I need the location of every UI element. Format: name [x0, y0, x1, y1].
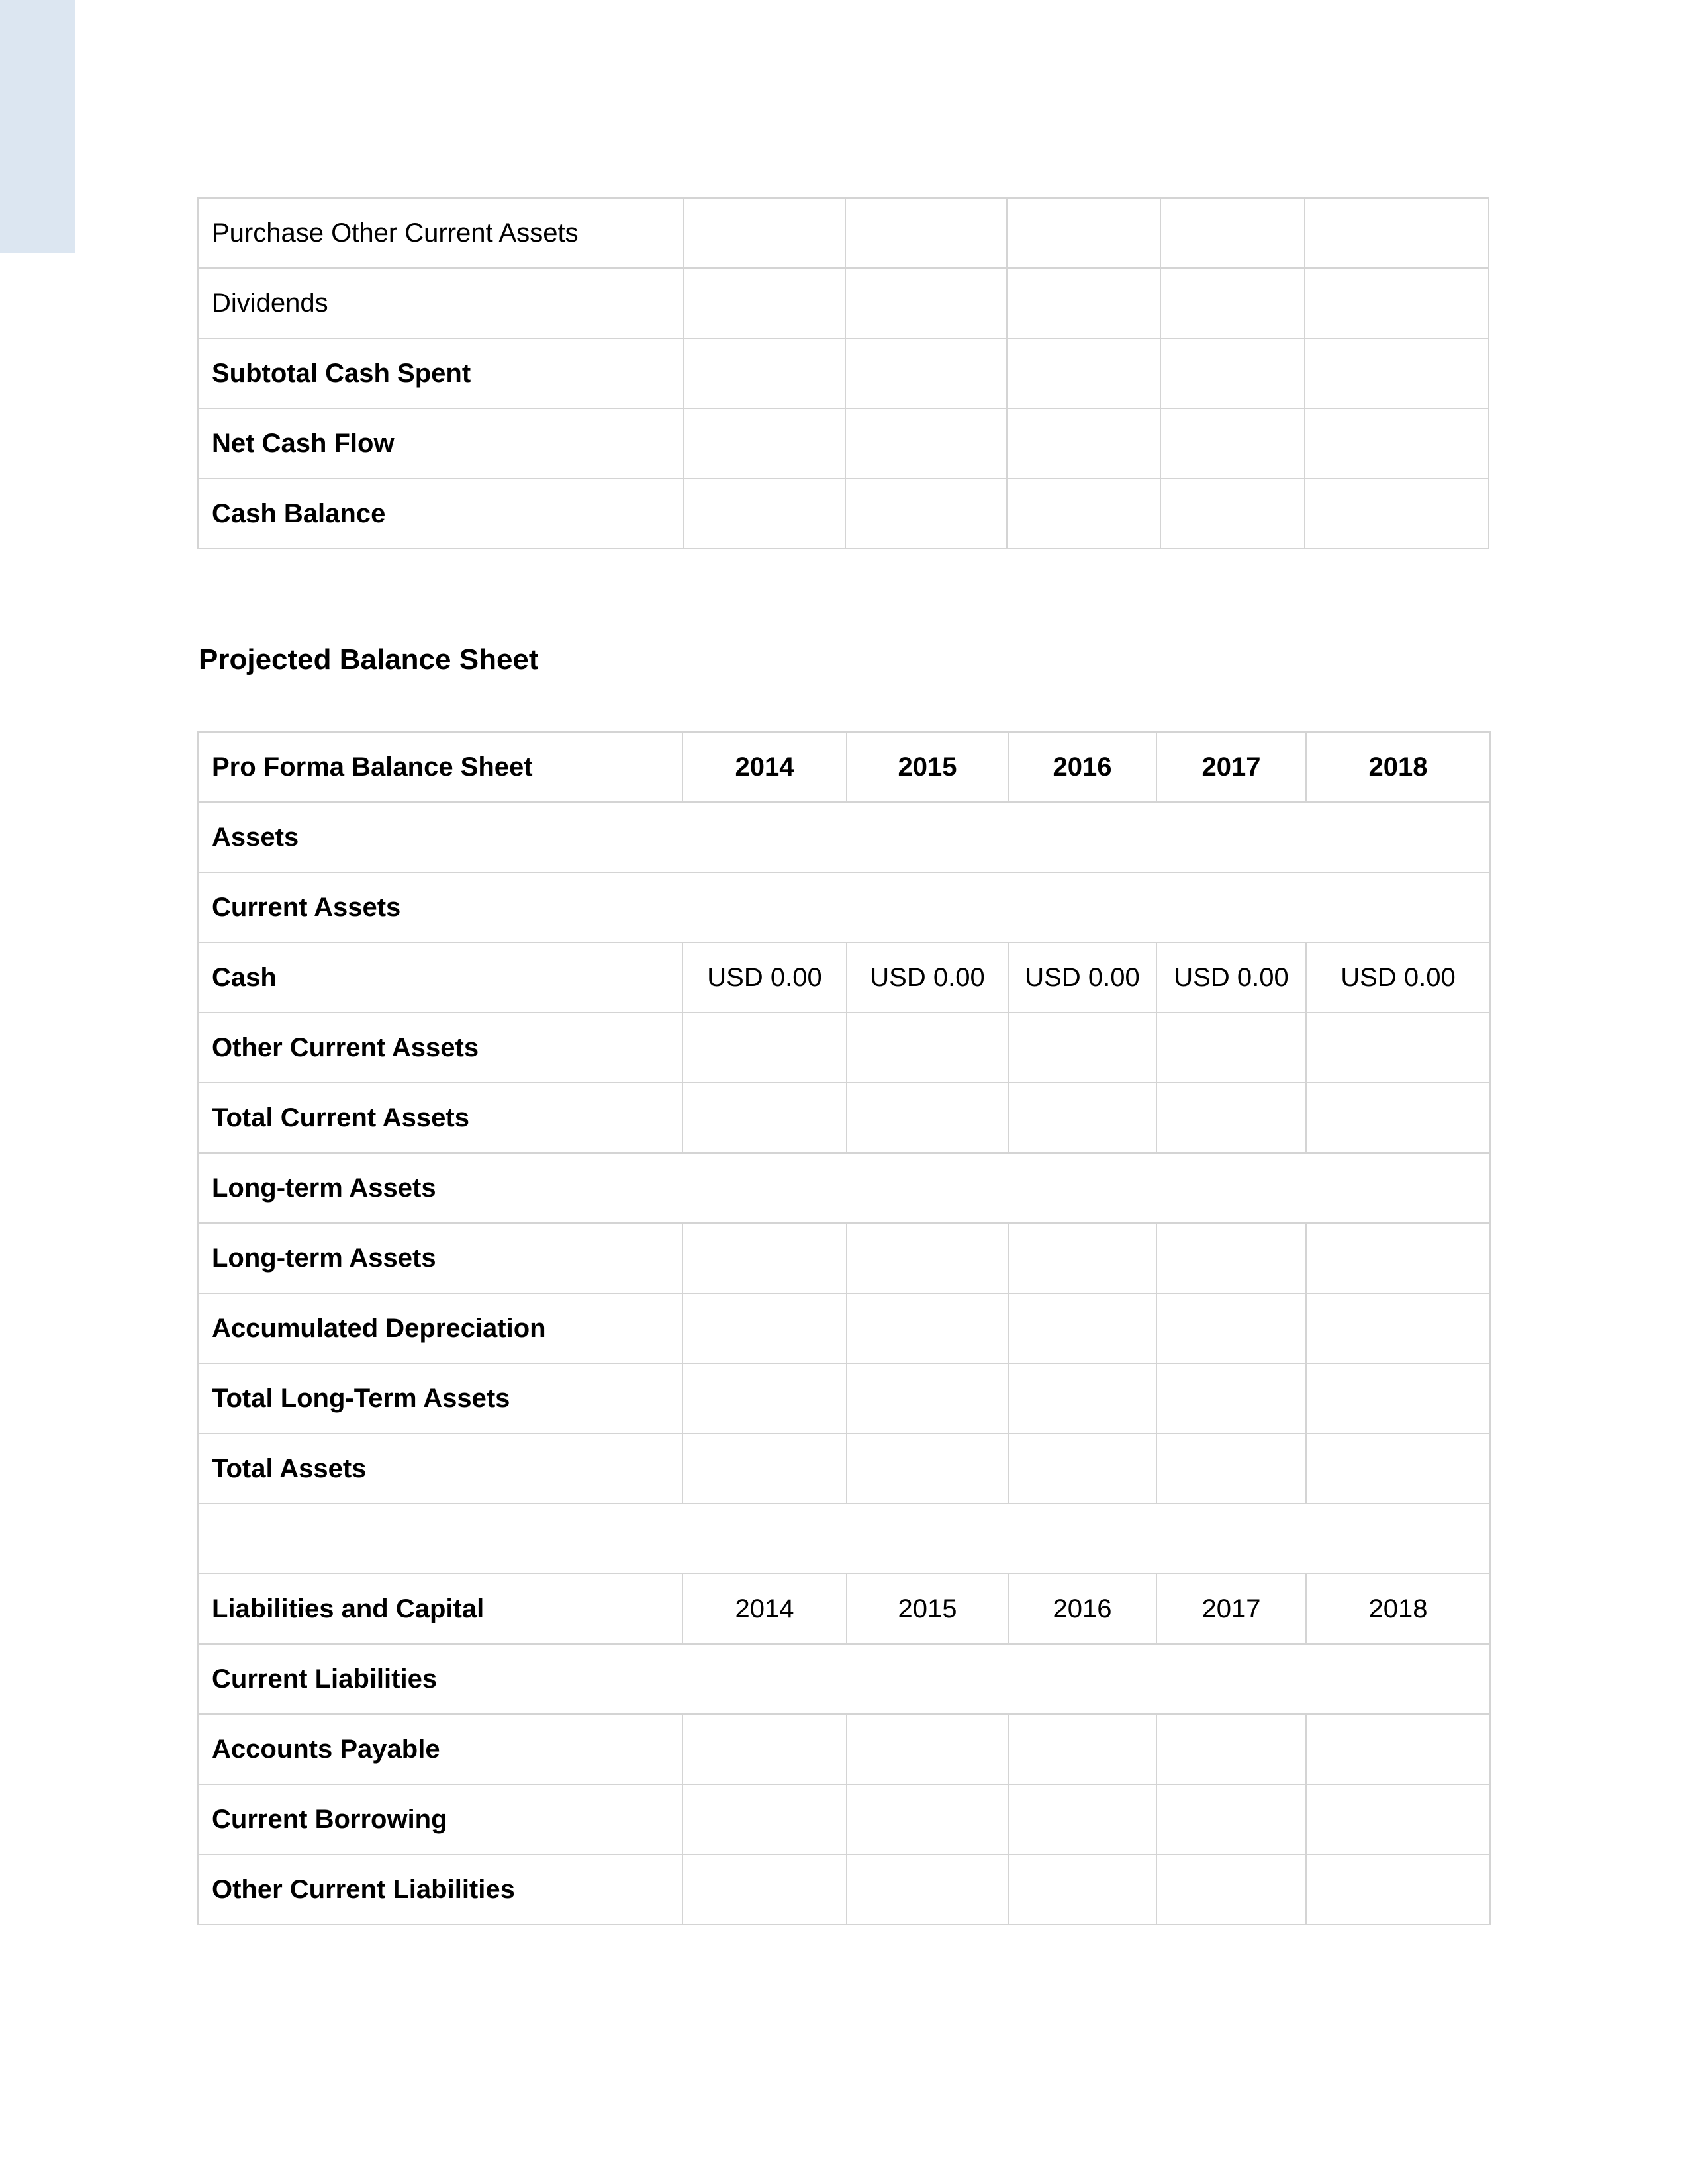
table-cell	[1008, 1223, 1156, 1293]
table-row	[198, 1784, 1490, 1854]
table-cell	[1156, 1363, 1306, 1433]
table-cell	[1305, 478, 1489, 549]
table-cell	[847, 1293, 1008, 1363]
table-cell	[684, 198, 845, 268]
table-cell	[1306, 1223, 1490, 1293]
year-header: 2016	[1008, 732, 1156, 802]
table-cell	[1156, 1223, 1306, 1293]
table-cell	[847, 1433, 1008, 1504]
table-cell	[1306, 1363, 1490, 1433]
table-cell	[1306, 1433, 1490, 1504]
table-cell: 2014	[682, 1574, 847, 1644]
table-cell	[1008, 1433, 1156, 1504]
row-label: Other Current Assets	[198, 1013, 682, 1083]
table-row	[198, 408, 1489, 478]
table-cell	[1305, 338, 1489, 408]
table-cell: USD 0.00	[682, 942, 847, 1013]
year-header: 2017	[1156, 732, 1306, 802]
table-cell	[847, 1784, 1008, 1854]
side-tab-decoration	[0, 0, 75, 253]
row-label: Purchase Other Current Assets	[198, 198, 684, 268]
table-cell: USD 0.00	[1306, 942, 1490, 1013]
table-row	[198, 1504, 1490, 1574]
table-cell	[1156, 1854, 1306, 1925]
row-label: Dividends	[198, 268, 684, 338]
table-cell	[1160, 408, 1305, 478]
table-cell	[847, 1854, 1008, 1925]
table-cell	[1306, 1854, 1490, 1925]
table-cell	[1156, 1784, 1306, 1854]
table-cell	[1160, 478, 1305, 549]
table-row	[198, 1153, 1490, 1223]
table-cell: 2015	[847, 1574, 1008, 1644]
table-cell	[682, 1433, 847, 1504]
table-cell	[682, 1363, 847, 1433]
table-cell	[1156, 1293, 1306, 1363]
table-cell	[1008, 1083, 1156, 1153]
table-cell: 2017	[1156, 1574, 1306, 1644]
table-cell	[1305, 198, 1489, 268]
table-cell	[845, 198, 1007, 268]
table-row	[198, 942, 1490, 1013]
table-cell	[682, 1083, 847, 1153]
table-cell	[1305, 268, 1489, 338]
row-label: Net Cash Flow	[198, 408, 684, 478]
table-cell	[847, 1714, 1008, 1784]
table-cell	[1007, 408, 1160, 478]
table-cell	[1305, 408, 1489, 478]
table-cell	[845, 478, 1007, 549]
table-cell	[847, 1363, 1008, 1433]
table-cell	[1008, 1293, 1156, 1363]
table-cell	[682, 1293, 847, 1363]
table-cell	[682, 1013, 847, 1083]
table-row	[198, 1083, 1490, 1153]
row-label: Long-term Assets	[198, 1223, 682, 1293]
row-label: Total Long-Term Assets	[198, 1363, 682, 1433]
year-header: 2014	[682, 732, 847, 802]
year-header: 2018	[1306, 732, 1490, 802]
table-cell	[1156, 1013, 1306, 1083]
table-cell	[1008, 1714, 1156, 1784]
table-cell	[1007, 198, 1160, 268]
table-cell	[1007, 478, 1160, 549]
table-cell	[1008, 1013, 1156, 1083]
table-cell: USD 0.00	[1008, 942, 1156, 1013]
row-label: Cash	[198, 942, 682, 1013]
table-row	[198, 1013, 1490, 1083]
table-cell	[847, 1013, 1008, 1083]
table-cell	[1008, 1784, 1156, 1854]
table-cell	[1007, 268, 1160, 338]
row-label: Accumulated Depreciation	[198, 1293, 682, 1363]
table-cell	[1007, 338, 1160, 408]
row-label: Other Current Liabilities	[198, 1854, 682, 1925]
cash-flow-table	[197, 197, 1489, 549]
year-header: 2015	[847, 732, 1008, 802]
table-cell: USD 0.00	[847, 942, 1008, 1013]
row-label: Total Assets	[198, 1433, 682, 1504]
table-cell	[682, 1714, 847, 1784]
table-cell	[682, 1854, 847, 1925]
row-label: Subtotal Cash Spent	[198, 338, 684, 408]
header-row	[198, 732, 1490, 802]
table-cell	[684, 338, 845, 408]
table-row	[198, 802, 1490, 872]
table-row	[198, 1223, 1490, 1293]
section-label: Current Assets	[198, 872, 1490, 942]
table-cell	[1160, 268, 1305, 338]
table-row	[198, 268, 1489, 338]
section-label: Long-term Assets	[198, 1153, 1490, 1223]
table-cell	[684, 478, 845, 549]
blank-row-cell	[198, 1504, 1490, 1574]
section-title: Projected Balance Sheet	[199, 643, 539, 676]
table-row	[198, 1363, 1490, 1433]
table-cell	[1160, 198, 1305, 268]
table-cell	[1306, 1714, 1490, 1784]
table-cell	[1156, 1083, 1306, 1153]
table-cell	[682, 1223, 847, 1293]
row-label: Cash Balance	[198, 478, 684, 549]
table-row	[198, 198, 1489, 268]
table-row	[198, 478, 1489, 549]
table-cell	[1008, 1854, 1156, 1925]
balance-sheet-table	[197, 731, 1491, 1925]
table-row	[198, 872, 1490, 942]
row-label: Total Current Assets	[198, 1083, 682, 1153]
table-cell	[847, 1223, 1008, 1293]
table-cell	[845, 408, 1007, 478]
table-cell	[682, 1784, 847, 1854]
table-cell: USD 0.00	[1156, 942, 1306, 1013]
table-row	[198, 1644, 1490, 1714]
row-label: Accounts Payable	[198, 1714, 682, 1784]
table-cell	[1306, 1083, 1490, 1153]
table-cell: 2016	[1008, 1574, 1156, 1644]
table-cell	[1306, 1784, 1490, 1854]
table-cell	[845, 268, 1007, 338]
table-cell	[684, 268, 845, 338]
header-label: Pro Forma Balance Sheet	[198, 732, 682, 802]
table-cell	[1156, 1433, 1306, 1504]
table-cell	[1306, 1293, 1490, 1363]
table-cell	[1008, 1363, 1156, 1433]
table-cell	[845, 338, 1007, 408]
table-cell	[684, 408, 845, 478]
table-row	[198, 1433, 1490, 1504]
row-label: Liabilities and Capital	[198, 1574, 682, 1644]
table-cell	[1160, 338, 1305, 408]
table-row	[198, 1854, 1490, 1925]
table-row	[198, 1574, 1490, 1644]
table-row	[198, 1293, 1490, 1363]
section-label: Current Liabilities	[198, 1644, 1490, 1714]
table-cell	[1156, 1714, 1306, 1784]
table-cell: 2018	[1306, 1574, 1490, 1644]
table-cell	[1306, 1013, 1490, 1083]
table-row	[198, 338, 1489, 408]
table-row	[198, 1714, 1490, 1784]
table-cell	[847, 1083, 1008, 1153]
section-label: Assets	[198, 802, 1490, 872]
row-label: Current Borrowing	[198, 1784, 682, 1854]
